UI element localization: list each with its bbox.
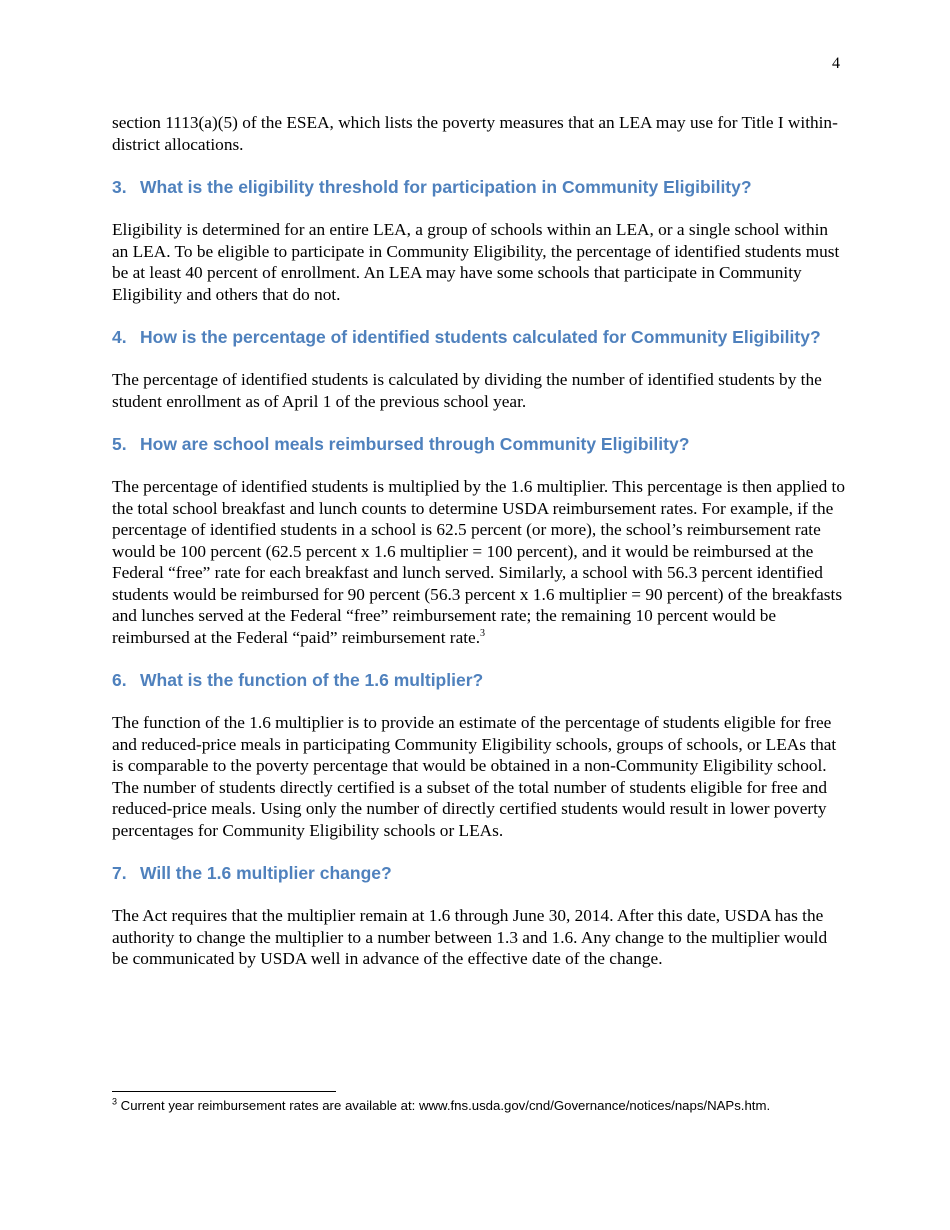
question-heading-3 xyxy=(112,175,845,199)
answer-text: The percentage of identified students is multiplied by the 1.6 multiplier. This percentage is then applied to the total school breakfast and lunch counts to determine USDA reimbursement rates. For example, if the percentage of identified students in a school is 62.5 percent (or more), the school’s reimbursement rate would be 100 percent (62.5 percent x 1.6 multiplier = 100 percent), and it would be reimbursed at the Federal “free” rate for each breakfast and lunch served. Similarly, a school with 56.3 percent identified students would be reimbursed for 90 percent (56.3 percent x 1.6 multiplier = 90 percent) of the breakfasts and lunches served at the Federal “free” reimbursement rate; the remaining 10 percent would be reimbursed at the Federal “paid” reimbursement rate. xyxy=(112,477,845,647)
footnote xyxy=(112,1097,872,1115)
footnote-text: Current year reimbursement rates are available at: www.fns.usda.gov/cnd/Governance/notices/naps/NAPs.htm. xyxy=(117,1098,771,1113)
question-text: Will the 1.6 multiplier change? xyxy=(140,863,392,883)
footnote-reference: 3 xyxy=(480,627,486,639)
question-text: What is the function of the 1.6 multiplier? xyxy=(140,670,484,690)
answer-paragraph-3: Eligibility is determined for an entire LEA, a group of schools within an LEA, or a single school within an LEA. To be eligible to participate in Community Eligibility, the percentage of identified students must be at least 40 percent of enrollment. An LEA may have some schools that participate in Community Eligibility and others that do not. xyxy=(112,220,840,304)
question-heading-5 xyxy=(112,432,845,456)
question-text: How are school meals reimbursed through Community Eligibility? xyxy=(140,434,690,454)
question-heading-6 xyxy=(112,668,845,692)
answer-paragraph-6: The function of the 1.6 multiplier is to provide an estimate of the percentage of students eligible for free and reduced-price meals in participating Community Eligibility schools, groups of schools, or LEAs that is comparable to the poverty percentage that would be obtained in a non-Community Eligibility school. The number of students directly certified is a subset of the total number of students eligible for free and reduced-price meals. Using only the number of directly certified students would result in lower poverty percentages for Community Eligibility schools or LEAs. xyxy=(112,713,837,840)
answer-paragraph-7: The Act requires that the multiplier remain at 1.6 through June 30, 2014. After this date, USDA has the authority to change the multiplier to a number between 1.3 and 1.6. Any change to the multiplier would be communicated by USDA well in advance of the effective date of the change. xyxy=(112,906,828,968)
question-heading-4 xyxy=(112,325,845,349)
question-number: 7. xyxy=(112,863,127,883)
question-number: 4. xyxy=(112,327,127,347)
page-number: 4 xyxy=(832,55,840,72)
footnote-marker: 3 xyxy=(112,1096,118,1107)
question-number: 6. xyxy=(112,670,127,690)
intro-paragraph: section 1113(a)(5) of the ESEA, which lists the poverty measures that an LEA may use for Title I within-district allocations. xyxy=(112,113,838,154)
question-text: What is the eligibility threshold for participation in Community Eligibility? xyxy=(140,177,752,197)
document-body xyxy=(112,112,845,970)
footnote-divider xyxy=(112,1091,336,1092)
answer-paragraph-5 xyxy=(112,476,845,648)
question-number: 3. xyxy=(112,177,127,197)
question-text: How is the percentage of identified students calculated for Community Eligibility? xyxy=(140,327,821,347)
answer-paragraph-4: The percentage of identified students is calculated by dividing the number of identified students by the student enrollment as of April 1 of the previous school year. xyxy=(112,370,822,411)
question-number: 5. xyxy=(112,434,127,454)
question-heading-7 xyxy=(112,861,845,885)
